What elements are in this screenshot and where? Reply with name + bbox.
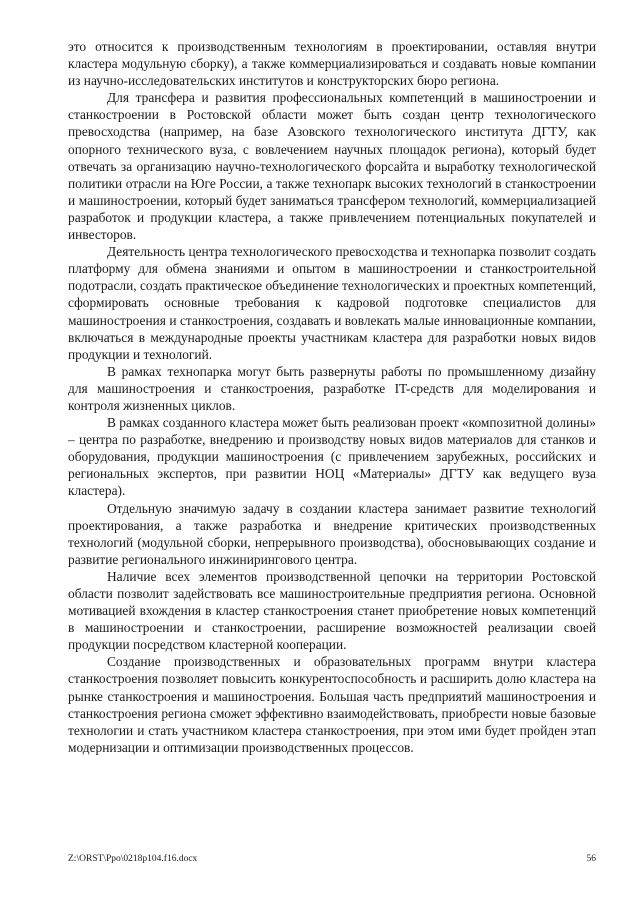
page-number: 56 [586, 854, 596, 864]
paragraph-competence-center: Для трансфера и развития профессиональных компетенций в машиностроении и станкостроении в Ростовской области может быть создан центр технологического превосходства (например, на базе Азовского технологического института ДГТУ, как опорного технического вуза, с вовлечением научных площадок региона), который будет отвечать за организацию научно-технологического форсайта и выработку технологической политики отрасли на Юге России, а также технопарк высоких технологий в станкостроении и машиностроении, который будет заниматься трансфером технологий, коммерциализацией разработок и продукции кластера, а также привлечением потенциальных покупателей и инвесторов. [68, 90, 596, 243]
paragraph-industrial-design: В рамках технопарка могут быть развернуты работы по промышленному дизайну для машиностроения и станкостроения, разработке IT-средств для моделирования и контроля жизненных циклов. [68, 363, 596, 413]
paragraph-design-technologies: Отдельную значимую задачу в создании кластера занимает развитие технологий проектирования, а также разработка и внедрение критических производственных технологий (модульной сборки, непрерывного производства), обосновывающих создание и развитие регионального инжинирингового центра. [68, 500, 596, 567]
paragraph-educational-programs: Создание производственных и образовательных программ внутри кластера станкостроения позволяет повысить конкурентоспособность и расширить долю кластера на рынке станкостроения и машиностроения. Большая часть предприятий машиностроения и станкостроения региона сможет эффективно взаимодействовать, приобрести новые базовые технологии и стать участником кластера станкостроения, при этом ими будет пройден этап модернизации и оптимизации производственных процессов. [68, 654, 596, 755]
paragraph-continuation: это относится к производственным технологиям в проектировании, оставляя внутри кластера модульную сборку), а также коммерциализироваться и создавать новые компании из научно-исследовательских институтов и конструкторских бюро региона. [68, 39, 596, 89]
paragraph-technopark-activity: Деятельность центра технологического превосходства и технопарка позволит создать платформу для обмена знаниями и опытом в машиностроении и станкостроительной подотрасли, создать практическое объединение технологических и проектных компетенций, сформировать основные требования к кадровой подготовке специалистов для машиностроения и станкостроения, создавать и вовлекать малые инновационные компании, включаться в международные проекты участникам кластера для разработки новых видов продукции и технологий. [68, 244, 596, 362]
document-page [68, 38, 596, 756]
paragraph-production-chain: Наличие всех элементов производственной цепочки на территории Ростовской области позволит задействовать все машиностроительные предприятия региона. Основной мотивацией вхождения в кластер станкостроения станет приобретение новых компетенций в машиностроении и станкостроении, расширение возможностей реализации своей продукции посредством кластерной кооперации. [68, 568, 596, 653]
paragraph-composite-valley: В рамках созданного кластера может быть реализован проект «композитной долины» – центра по разработке, внедрению и производству новых видов материалов для станков и оборудования, продукции машиностроения (с привлечением зарубежных, российских и региональных экспертов, при развитии НОЦ «Материалы» ДГТУ как ведущего вуза кластера). [68, 415, 596, 499]
footer-file-path: Z:\ORST\Ppo\0218p104.f16.docx [68, 854, 198, 864]
